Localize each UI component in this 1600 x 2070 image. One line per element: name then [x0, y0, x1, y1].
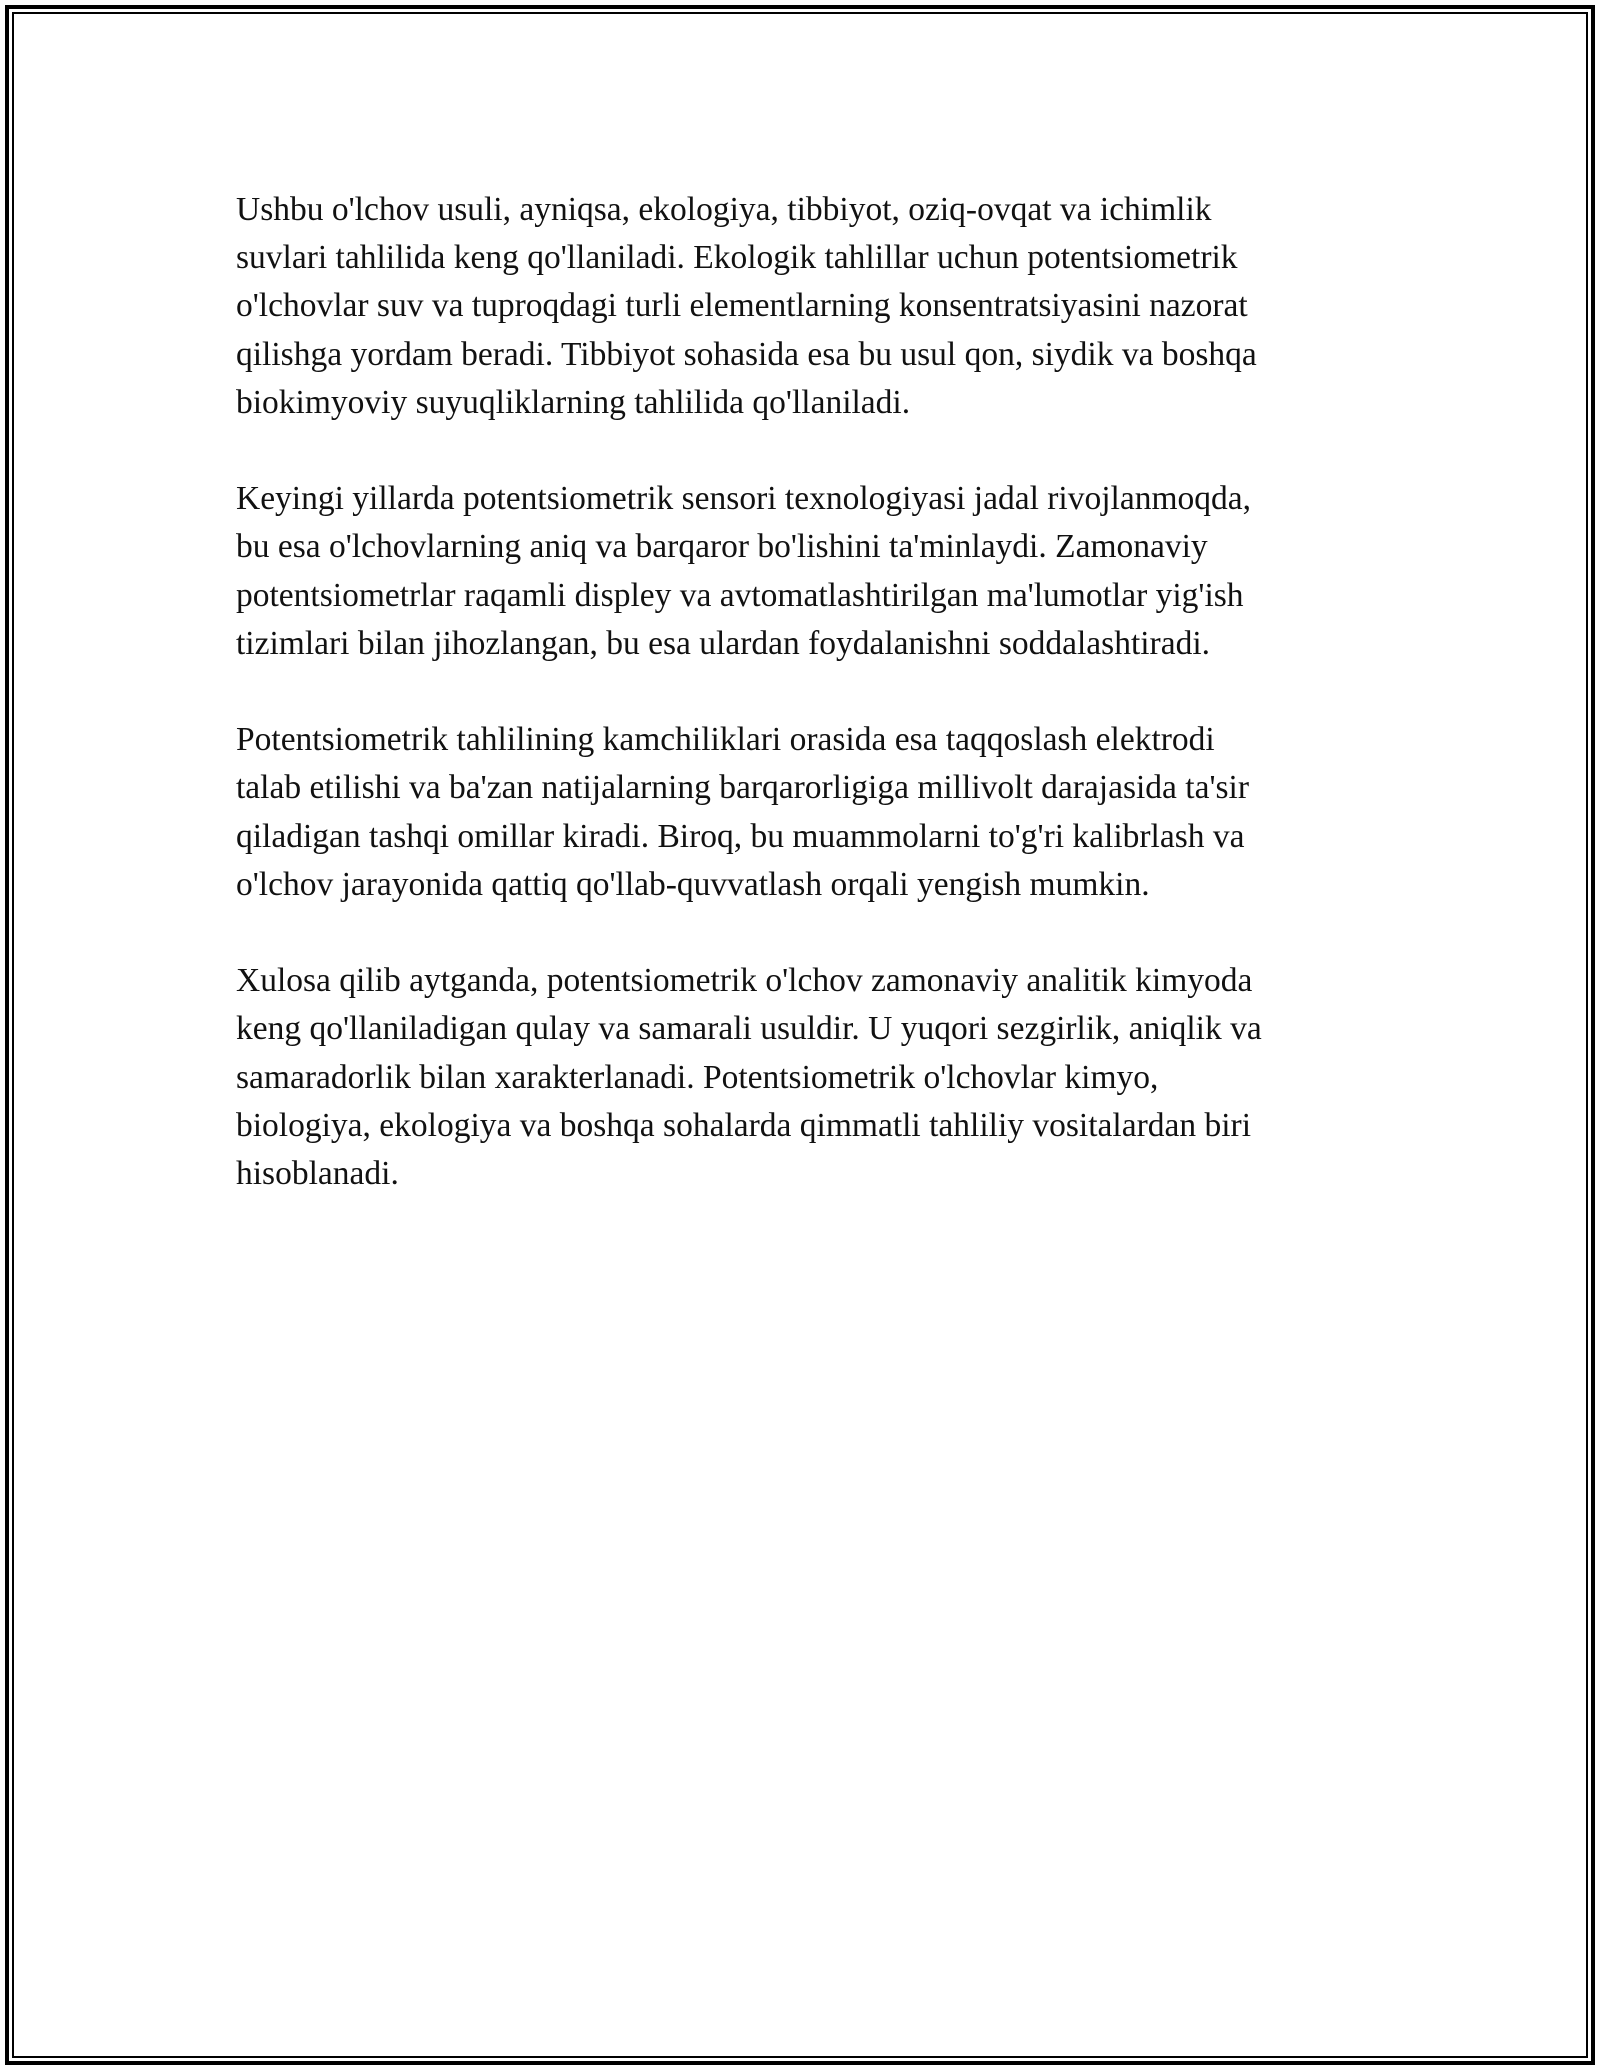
- paragraph-applications: Ushbu o'lchov usuli, ayniqsa, ekologiya, tibbiyot, oziq-ovqat va ichimlik suvlari tahlilida keng qo'llaniladi. Ekologik tahlillar uchun potentsiometrik o'lchovlar suv va tuproqdagi turli elementlarning konsentratsiyasini nazorat qilishga yordam beradi. Tibbiyot sohasida esa bu usul qon, siydik va boshqa biokimyoviy suyuqliklarning tahlilida qo'llaniladi.: [236, 191, 1257, 421]
- document-body: [236, 186, 1376, 1246]
- paragraph-drawbacks: Potentsiometrik tahlilining kamchiliklari orasida esa taqqoslash elektrodi talab etilishi va ba'zan natijalarning barqarorligiga millivolt darajasida ta'sir qiladigan tashqi omillar kiradi. Biroq, bu muammolarni to'g'ri kalibrlash va o'lchov jarayonida qattiq qo'llab-quvvatlash orqali yengish mumkin.: [236, 721, 1249, 903]
- paragraph-conclusion: Xulosa qilib aytganda, potentsiometrik o'lchov zamonaviy analitik kimyoda keng qo'llaniladigan qulay va samarali usuldir. U yuqori sezgirlik, aniqlik va samaradorlik bilan xarakterlanadi. Potentsiometrik o'lchovlar kimyo, biologiya, ekologiya va boshqa sohalarda qimmatli tahliliy vositalardan biri hisoblanadi.: [236, 962, 1262, 1193]
- paragraph-sensor-technology: Keyingi yillarda potentsiometrik sensori texnologiyasi jadal rivojlanmoqda, bu esa o'lchovlarning aniq va barqaror bo'lishini ta'minlaydi. Zamonaviy potentsiometrlar raqamli displey va avtomatlashtirilgan ma'lumotlar yig'ish tizimlari bilan jihozlangan, bu esa ulardan foydalanishni soddalashtiradi.: [236, 480, 1252, 662]
